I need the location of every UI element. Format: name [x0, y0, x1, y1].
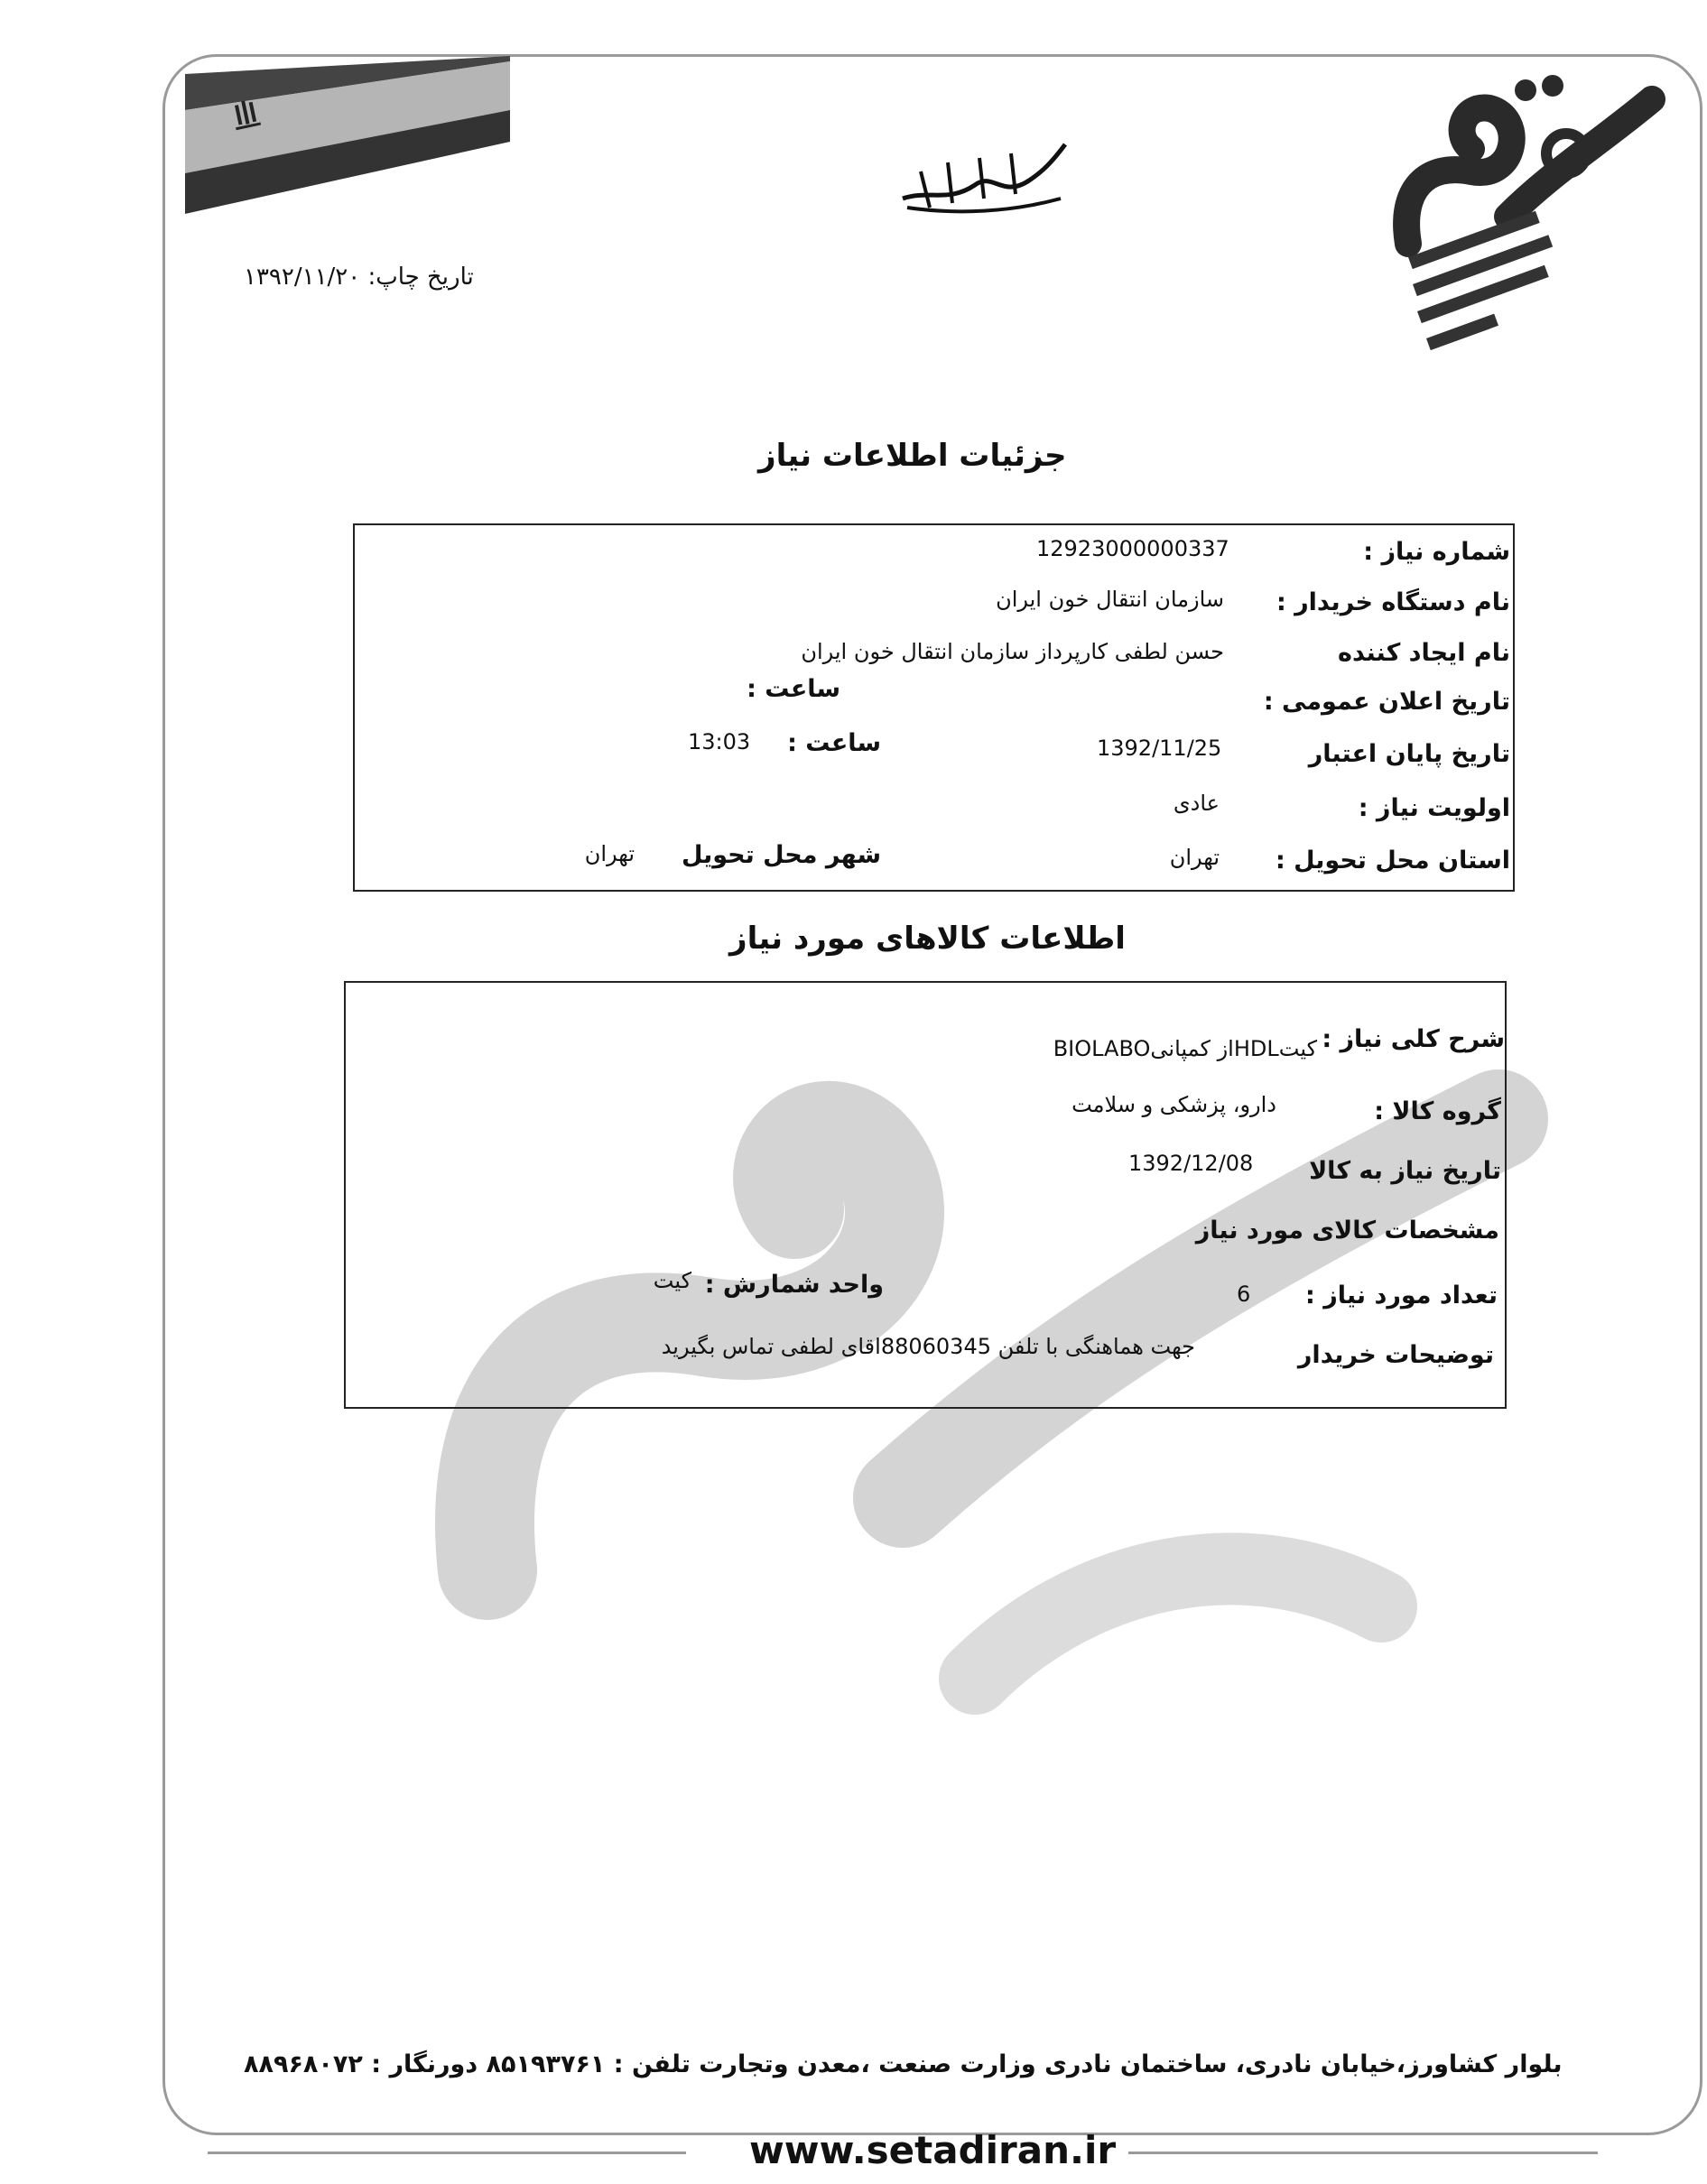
footer-divider-right [1128, 2152, 1598, 2154]
goods-title: اطلاعات کالاهای مورد نیاز [729, 921, 1126, 957]
description-value: کیتHDLاز کمپانیBIOLABO [1053, 1036, 1317, 1061]
quantity-label: تعداد مورد نیاز : [1305, 1282, 1498, 1309]
goods-group-label: گروه کالا : [1374, 1097, 1501, 1125]
province-value: تهران [1169, 845, 1220, 870]
buyer-notes-value: جهت هماهنگی با تلفن 88060345اقای لطفی تماس بگیرید [661, 1334, 1195, 1359]
creator-name: حسن لطفی کارپرداز سازمان انتقال خون ایران [801, 639, 1224, 664]
need-number: 12923000000337 [1036, 536, 1229, 561]
announce-date-label: تاریخ اعلان عمومی : [1263, 688, 1510, 716]
announce-time-label: ساعت : [747, 675, 840, 703]
expiry-time-label: ساعت : [787, 729, 881, 757]
creator-label: نام ایجاد کننده [1338, 639, 1510, 667]
city-label: شهر محل تحویل [681, 841, 881, 869]
priority-value: عادی [1173, 791, 1220, 816]
description-label: شرح کلی نیاز : [1322, 1025, 1505, 1053]
buyer-label: نام دستگاه خریدار : [1276, 588, 1510, 616]
city-value: تهران [584, 841, 635, 866]
footer-divider-left [208, 2152, 686, 2154]
goods-group-value: دارو، پزشکی و سلامت [1072, 1092, 1276, 1117]
need-date-value: 1392/12/08 [1128, 1151, 1254, 1176]
need-details-title: جزئیات اطلاعات نیاز [758, 438, 1067, 474]
unit-label: واحد شمارش : [704, 1271, 884, 1299]
need-number-label: شماره نیاز : [1363, 538, 1510, 566]
priority-label: اولویت نیاز : [1358, 794, 1510, 822]
print-date: تاریخ چاپ: ۱۳۹۲/۱۱/۲۰ [244, 264, 474, 291]
specs-label: مشخصات کالای مورد نیاز [1195, 1217, 1499, 1245]
setad-logo [1390, 63, 1679, 361]
quantity-value: 6 [1237, 1282, 1251, 1307]
buyer-name: سازمان انتقال خون ایران [996, 587, 1224, 612]
footer-address: بلوار کشاورز،خیابان نادری، ساختمان نادری وزارت صنعت ،معدن وتجارت تلفن : ۸۵۱۹۳۷۶۱ دورنگار : ۸۸۹۶۸۰۷۲ [244, 2050, 1563, 2078]
expiry-time: 13:03 [688, 729, 751, 754]
province-label: استان محل تحویل : [1275, 847, 1510, 875]
buyer-notes-label: توضیحات خریدار [1297, 1341, 1494, 1369]
website-link[interactable]: www.setadiran.ir [749, 2128, 1117, 2172]
bismillah-calligraphy [894, 135, 1074, 217]
need-date-label: تاریخ نیاز به کالا [1309, 1157, 1501, 1185]
flag-banner [185, 56, 510, 214]
unit-value: کیت [653, 1268, 691, 1293]
expiry-date: 1392/11/25 [1097, 736, 1222, 761]
expiry-date-label: تاریخ پایان اعتبار [1308, 740, 1510, 768]
